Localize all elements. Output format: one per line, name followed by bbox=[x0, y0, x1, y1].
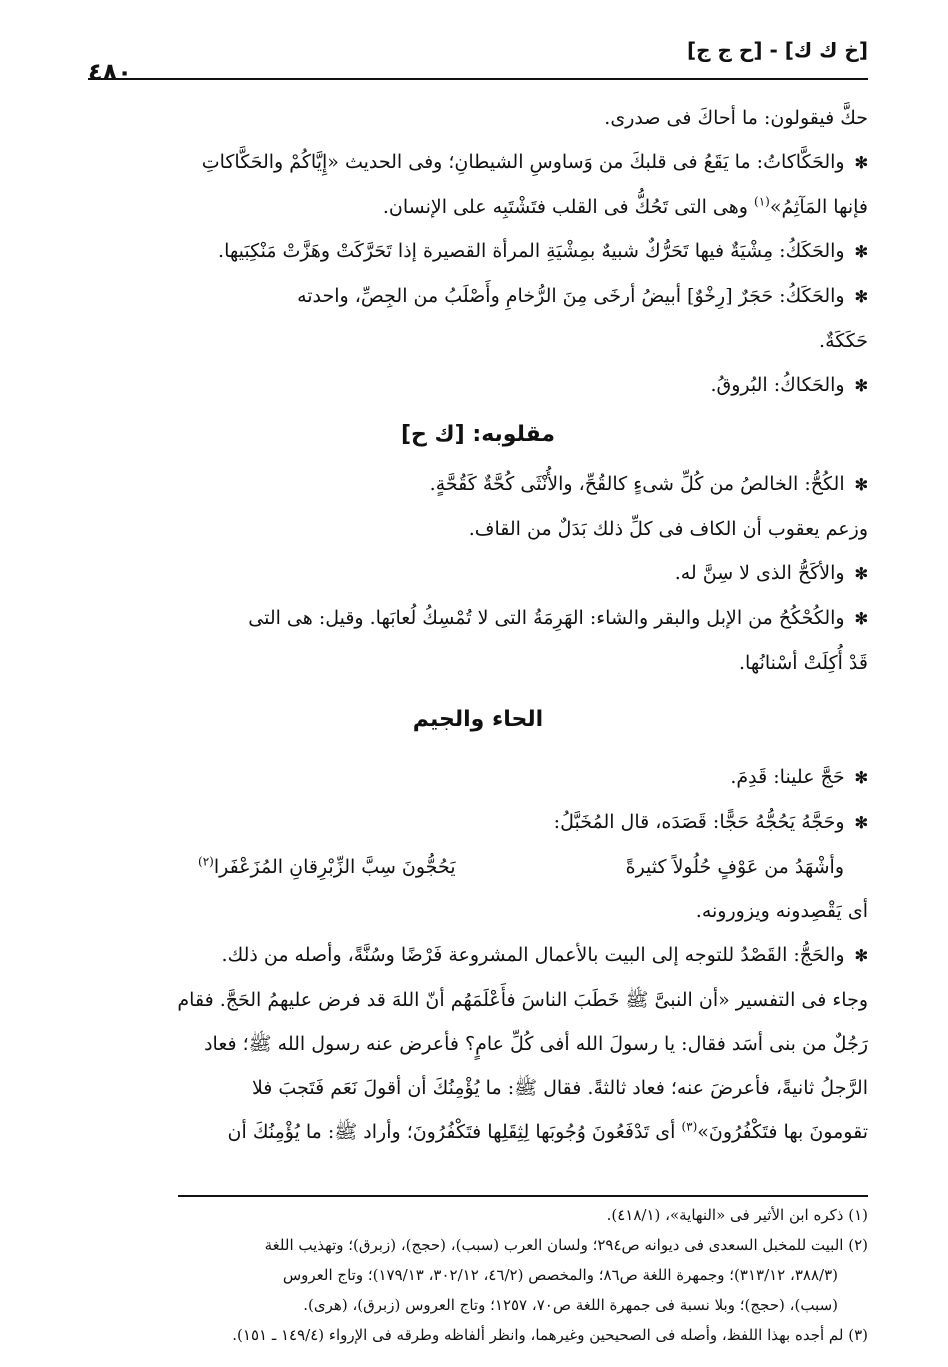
text-span: أى تَدْفَعُونَ وُجُوبَها لِثِقَلِها فتَكْفُرُونَ؛ وأراد ﷺ: ما يُؤْمِنُكَ أن bbox=[227, 1121, 682, 1143]
entry-line bbox=[88, 274, 868, 319]
entry-text: حَجَّ علينا: قَدِمَ. bbox=[730, 766, 845, 788]
entry-text: والحَكَّاكاتُ: ما يَقَعُ فى قلبكَ من وَساوسِ الشيطانِ؛ وفى الحديث «إِيَّاكُمْ والحَكَّاكاتِ bbox=[201, 151, 845, 173]
entry-text: والحَكَكُ: مِشْيَةٌ فيها تَحَرُّكٌ شبيهٌ بمِشْيَةِ المرأة القصيرة إذا تَحَرَّكَتْ وهَزَّتْ مَنْكِبَيها. bbox=[218, 240, 845, 262]
section-heading: الحاء والجيم bbox=[412, 707, 544, 732]
text-line bbox=[88, 1110, 868, 1154]
text-line: قَدْ أُكِلَتْ أسْنانُها. bbox=[738, 652, 868, 674]
entry-line bbox=[88, 596, 868, 641]
main-text bbox=[88, 96, 868, 1154]
quote-text: تقومونَ بها فتَكْفُرُونَ» bbox=[697, 1121, 868, 1143]
section-heading: مقلوبه: [ك ح] bbox=[400, 422, 556, 447]
entry-text: والحَكَكُ: حَجَرٌ [رِخْوٌ] أبيضُ أرخَى مِنَ الرُّخامِ وأَصْلَبُ من الجِصِّ، واحدته bbox=[297, 285, 845, 307]
entry-line bbox=[88, 229, 868, 274]
entry-line bbox=[88, 755, 868, 800]
entry-text: والأكَحُّ الذى لا سِنَّ له. bbox=[674, 562, 845, 584]
text-line: حَكَكَةٌ. bbox=[819, 330, 868, 352]
text-line: الرَّجلُ ثانيةً، فأعرضَ عنه؛ فعاد ثالثةً. فقال ﷺ: ما يُؤْمِنُكَ أن أقولَ نَعَم فَتَجبَ فلا bbox=[251, 1077, 868, 1099]
footnote-2-cont: (٣٨٨/٣، ٣١٣/١٢)؛ وجمهرة اللغة ص٨٦؛ والمخصص (٤٦/٢، ٣٠٢/١٢، ١٧٩/١٣)؛ وتاج العروس bbox=[282, 1266, 838, 1284]
page-number: ٤٨٠ bbox=[88, 58, 132, 86]
verse-text: يَحُجُّونَ سِبَّ الزِّبْرِقانِ المُزَعْفَرا bbox=[213, 856, 456, 878]
footnote-2: (٢) البيت للمخبل السعدى فى ديوانه ص٢٩٤؛ ولسان العرب (سبب)، (حجج)، (زبرق)؛ وتهذيب اللغة bbox=[264, 1236, 868, 1254]
text-line: وزعم يعقوب أن الكاف فى كلِّ ذلك بَدَلٌ من القاف. bbox=[468, 518, 868, 540]
text-span: وهى التى تَحُكُّ فى القلب فتَشْتَبِه على الإنسان. bbox=[382, 196, 755, 218]
footnote-marker: (١) bbox=[754, 194, 770, 209]
text-line bbox=[88, 185, 868, 229]
text-line: أى يَقْصِدونه ويزورونه. bbox=[695, 900, 868, 922]
footnote-3: (٣) لم أجده بهذا اللفظ، وأصله فى الصحيحين وغيرهما، وانظر ألفاظه وطرقه فى الإرواء (١٤٩/٤ ـ ١٥١). bbox=[232, 1326, 868, 1344]
entry-line bbox=[88, 933, 868, 978]
footnote-1: (١) ذكره ابن الأثير فى «النهاية»، (٤١٨/١). bbox=[606, 1206, 868, 1224]
entry-text: الكُحُّ: الخالصُ من كُلِّ شىءٍ كالقُحِّ، والأُنْثَى كُحَّةٌ كَقُحَّةٍ. bbox=[429, 473, 845, 495]
text-line: حكَّ فيقولون: ما أحاكَ فى صدرى. bbox=[604, 107, 868, 129]
running-head: [خ ك ك] - [ح ج ج] bbox=[687, 38, 868, 62]
entry-line bbox=[88, 551, 868, 596]
entry-line bbox=[88, 800, 868, 845]
header-rule bbox=[88, 78, 868, 80]
entry-text: وحَجَّهُ يَحُجُّهُ حَجًّا: قَصَدَه، قال المُخَبَّلُ: bbox=[553, 811, 845, 833]
poetry-verse bbox=[88, 845, 868, 889]
text-line: رَجُلٌ من بنى أسَد فقال: يا رسولَ الله أفى كُلِّ عامٍ؟ فأعرض عنه رسول الله ﷺ؛ فعاد bbox=[204, 1033, 868, 1055]
entry-text: والحَجُّ: القَصْدُ للتوجه إلى البيت بالأعمال المشروعة فَرْضًا وسُنَّةً، وأصله من ذلك. bbox=[221, 944, 845, 966]
entry-text: والحَكاكُ: البُروقُ. bbox=[710, 374, 845, 396]
quote-text: فإنها المَآثِمُ» bbox=[769, 196, 868, 218]
verse-first-hemistich: وأشْهَدُ من عَوْفٍ حُلُولاً كثيرةً bbox=[625, 856, 844, 878]
page bbox=[88, 28, 868, 1344]
footnote-marker: (٢) bbox=[198, 854, 214, 869]
verse-second-hemistich bbox=[198, 845, 456, 889]
entry-line bbox=[88, 363, 868, 408]
entry-line bbox=[88, 462, 868, 507]
footnote-rule bbox=[178, 1195, 868, 1197]
footnote-marker: (٣) bbox=[681, 1119, 698, 1134]
text-line: وجاء فى التفسير «أن النبىَّ ﷺ خَطَبَ الناسَ فأَعْلَمَهُم أنّ اللهَ قد فرض عليهمُ الحَجَّ. فقام bbox=[177, 989, 868, 1011]
entry-line bbox=[88, 140, 868, 185]
entry-text: والكُحْكُحُ من الإبل والبقر والشاء: الهَرِمَةُ التى لا تُمْسِكُ لُعابَها. وقيل: هى التى bbox=[248, 607, 845, 629]
footnote-2-cont: (سبب)، (حجج)؛ وبلا نسبة فى جمهرة اللغة ص٧٠، ١٢٥٧؛ وتاج العروس (زبرق)، (هرى). bbox=[303, 1296, 838, 1314]
footnotes bbox=[88, 1200, 868, 1350]
